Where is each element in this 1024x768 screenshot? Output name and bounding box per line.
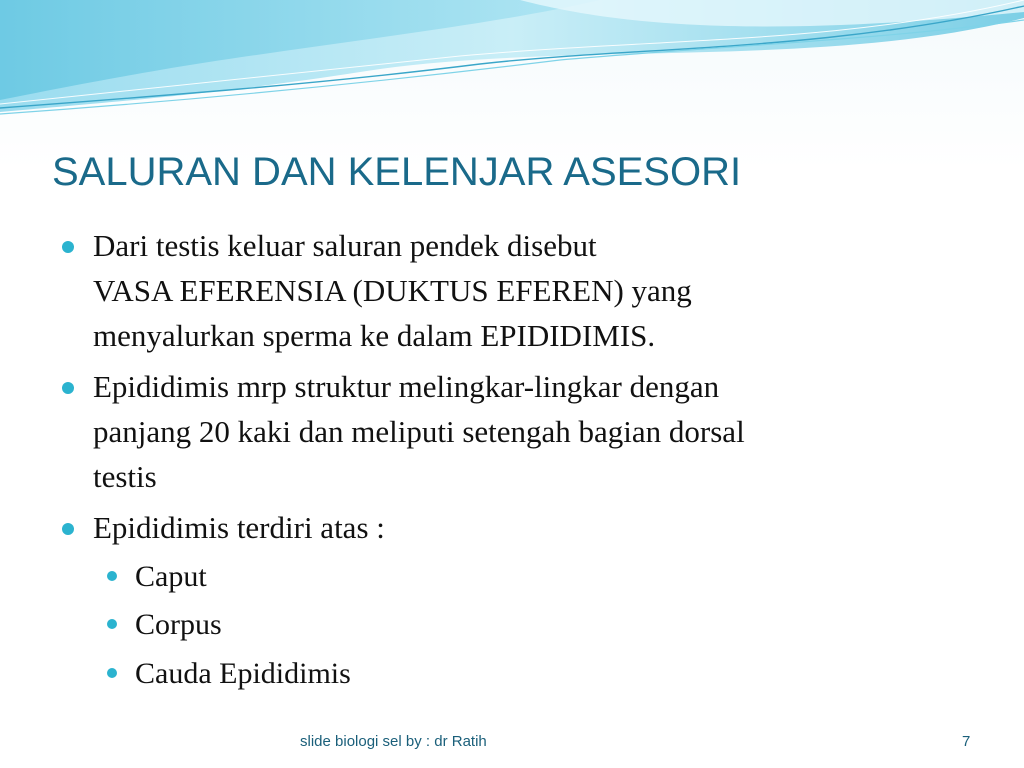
slide-footer: slide biologi sel by : dr Ratih bbox=[300, 733, 487, 750]
sub-bullet-icon bbox=[107, 668, 117, 678]
bullet-icon bbox=[62, 523, 74, 535]
bullet-text-line: panjang 20 kaki dan meliputi setengah bagian dorsal bbox=[93, 413, 745, 449]
sub-bullet-text: Corpus bbox=[135, 608, 222, 642]
slide-title: SALURAN DAN KELENJAR ASESORI bbox=[52, 150, 742, 194]
header-wave-decoration bbox=[0, 0, 1024, 130]
bullet-text-line: Epididimis terdiri atas : bbox=[93, 509, 385, 545]
bullet-text-line: menyalurkan sperma ke dalam EPIDIDIMIS. bbox=[93, 317, 656, 353]
bullet-item-2 bbox=[62, 365, 962, 500]
bullet-text-line: Dari testis keluar saluran pendek disebut bbox=[93, 228, 597, 263]
page-number: 7 bbox=[962, 733, 971, 750]
sub-bullet-item-cauda bbox=[93, 652, 962, 696]
sub-bullet-icon bbox=[107, 619, 117, 629]
bullet-text-line: testis bbox=[93, 458, 157, 494]
bullet-text-line: VASA EFERENSIA (DUKTUS EFEREN) yang bbox=[93, 272, 692, 308]
sub-bullet-text: Cauda Epididimis bbox=[135, 656, 351, 690]
bullet-list bbox=[62, 224, 962, 701]
sub-bullet-item-caput bbox=[93, 555, 962, 599]
bullet-text-line: Epididimis mrp struktur melingkar-lingkar dengan bbox=[93, 368, 720, 404]
sub-bullet-item-corpus bbox=[93, 603, 962, 647]
bullet-icon bbox=[62, 241, 74, 253]
sub-bullet-list bbox=[93, 555, 962, 696]
bullet-item-1 bbox=[62, 224, 962, 359]
bullet-icon bbox=[62, 382, 74, 394]
sub-bullet-text: Caput bbox=[135, 559, 207, 593]
bullet-item-3 bbox=[62, 506, 962, 695]
sub-bullet-icon bbox=[107, 571, 117, 581]
